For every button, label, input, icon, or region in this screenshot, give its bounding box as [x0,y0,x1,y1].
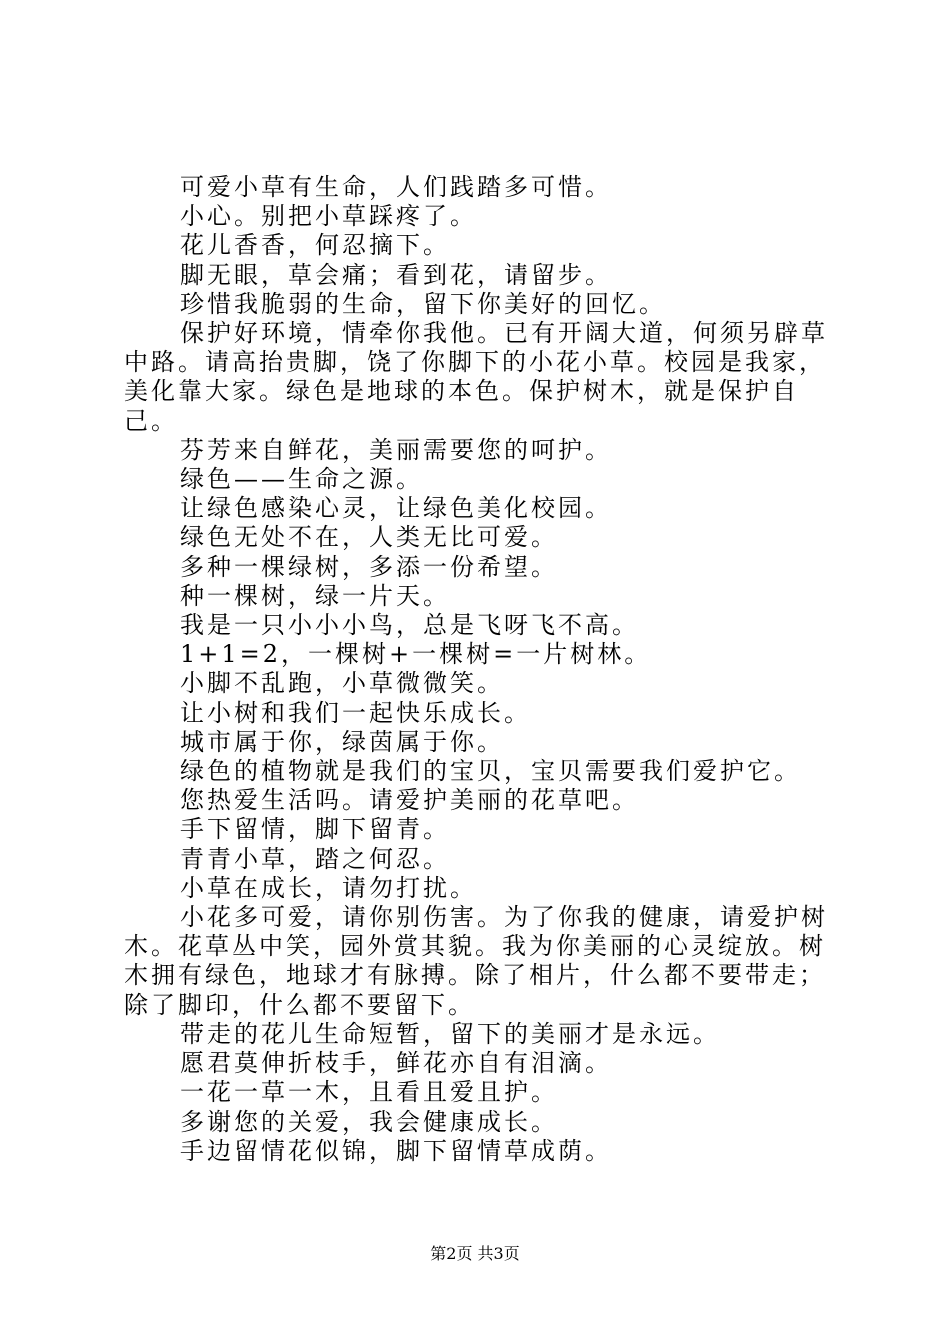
paragraph: 多种一棵绿树，多添一份希望。 [180,552,558,581]
paragraph: 绿色无处不在，人类无比可爱。 [180,523,558,552]
paragraph: 您热爱生活吗。请爱护美丽的花草吧。 [180,786,639,815]
paragraph: 让小树和我们一起快乐成长。 [180,698,531,727]
paragraph: 让绿色感染心灵，让绿色美化校园。 [180,494,612,523]
paragraph: 种一棵树，绿一片天。 [180,581,450,610]
page-number: 第2页 共3页 [430,1244,520,1263]
paragraph: 手边留情花似锦，脚下留情草成荫。 [180,1136,612,1165]
paragraph: 我是一只小小小鸟，总是飞呀飞不高。 [180,611,639,640]
paragraph: 小脚不乱跑，小草微微笑。 [180,669,504,698]
paragraph: 小心。别把小草踩疼了。 [180,202,477,231]
paragraph: 小花多可爱，请你别伤害。为了你我的健康，请爱护树木。花草丛中笑，园外赏其貌。我为你美丽的心灵绽放。树木拥有绿色，地球才有脉搏。除了相片，什么都不要带走；除了脚印，什么都不要留下。 [124,903,828,1019]
paragraph: 手下留情，脚下留青。 [180,815,450,844]
page-footer [0,1244,950,1264]
paragraph: 青青小草，踏之何忍。 [180,844,450,873]
paragraph: 绿色的植物就是我们的宝贝，宝贝需要我们爱护它。 [180,757,801,786]
paragraph: 保护好环境，情牵你我他。已有开阔大道，何须另辟草中路。请高抬贵脚，饶了你脚下的小花小草。校园是我家，美化靠大家。绿色是地球的本色。保护树木，就是保护自己。 [124,319,828,435]
paragraph: 带走的花儿生命短暂，留下的美丽才是永远。 [180,1019,720,1048]
paragraph: 一花一草一木，且看且爱且护。 [180,1078,558,1107]
paragraph: 1+1=2，一棵树+一棵树=一片树林。 [180,640,652,669]
paragraph: 绿色——生命之源。 [180,465,423,494]
paragraph: 脚无眼，草会痛；看到花，请留步。 [180,260,612,289]
paragraph: 可爱小草有生命，人们践踏多可惜。 [180,173,612,201]
document-body [124,173,836,1166]
paragraph: 芬芳来自鲜花，美丽需要您的呵护。 [180,435,612,464]
paragraph: 花儿香香，何忍摘下。 [180,231,450,260]
paragraph: 城市属于你，绿茵属于你。 [180,727,504,756]
paragraph: 珍惜我脆弱的生命，留下你美好的回忆。 [180,289,666,318]
paragraph: 愿君莫伸折枝手，鲜花亦自有泪滴。 [180,1049,612,1078]
paragraph: 多谢您的关爱，我会健康成长。 [180,1107,558,1136]
paragraph: 小草在成长，请勿打扰。 [180,873,477,902]
